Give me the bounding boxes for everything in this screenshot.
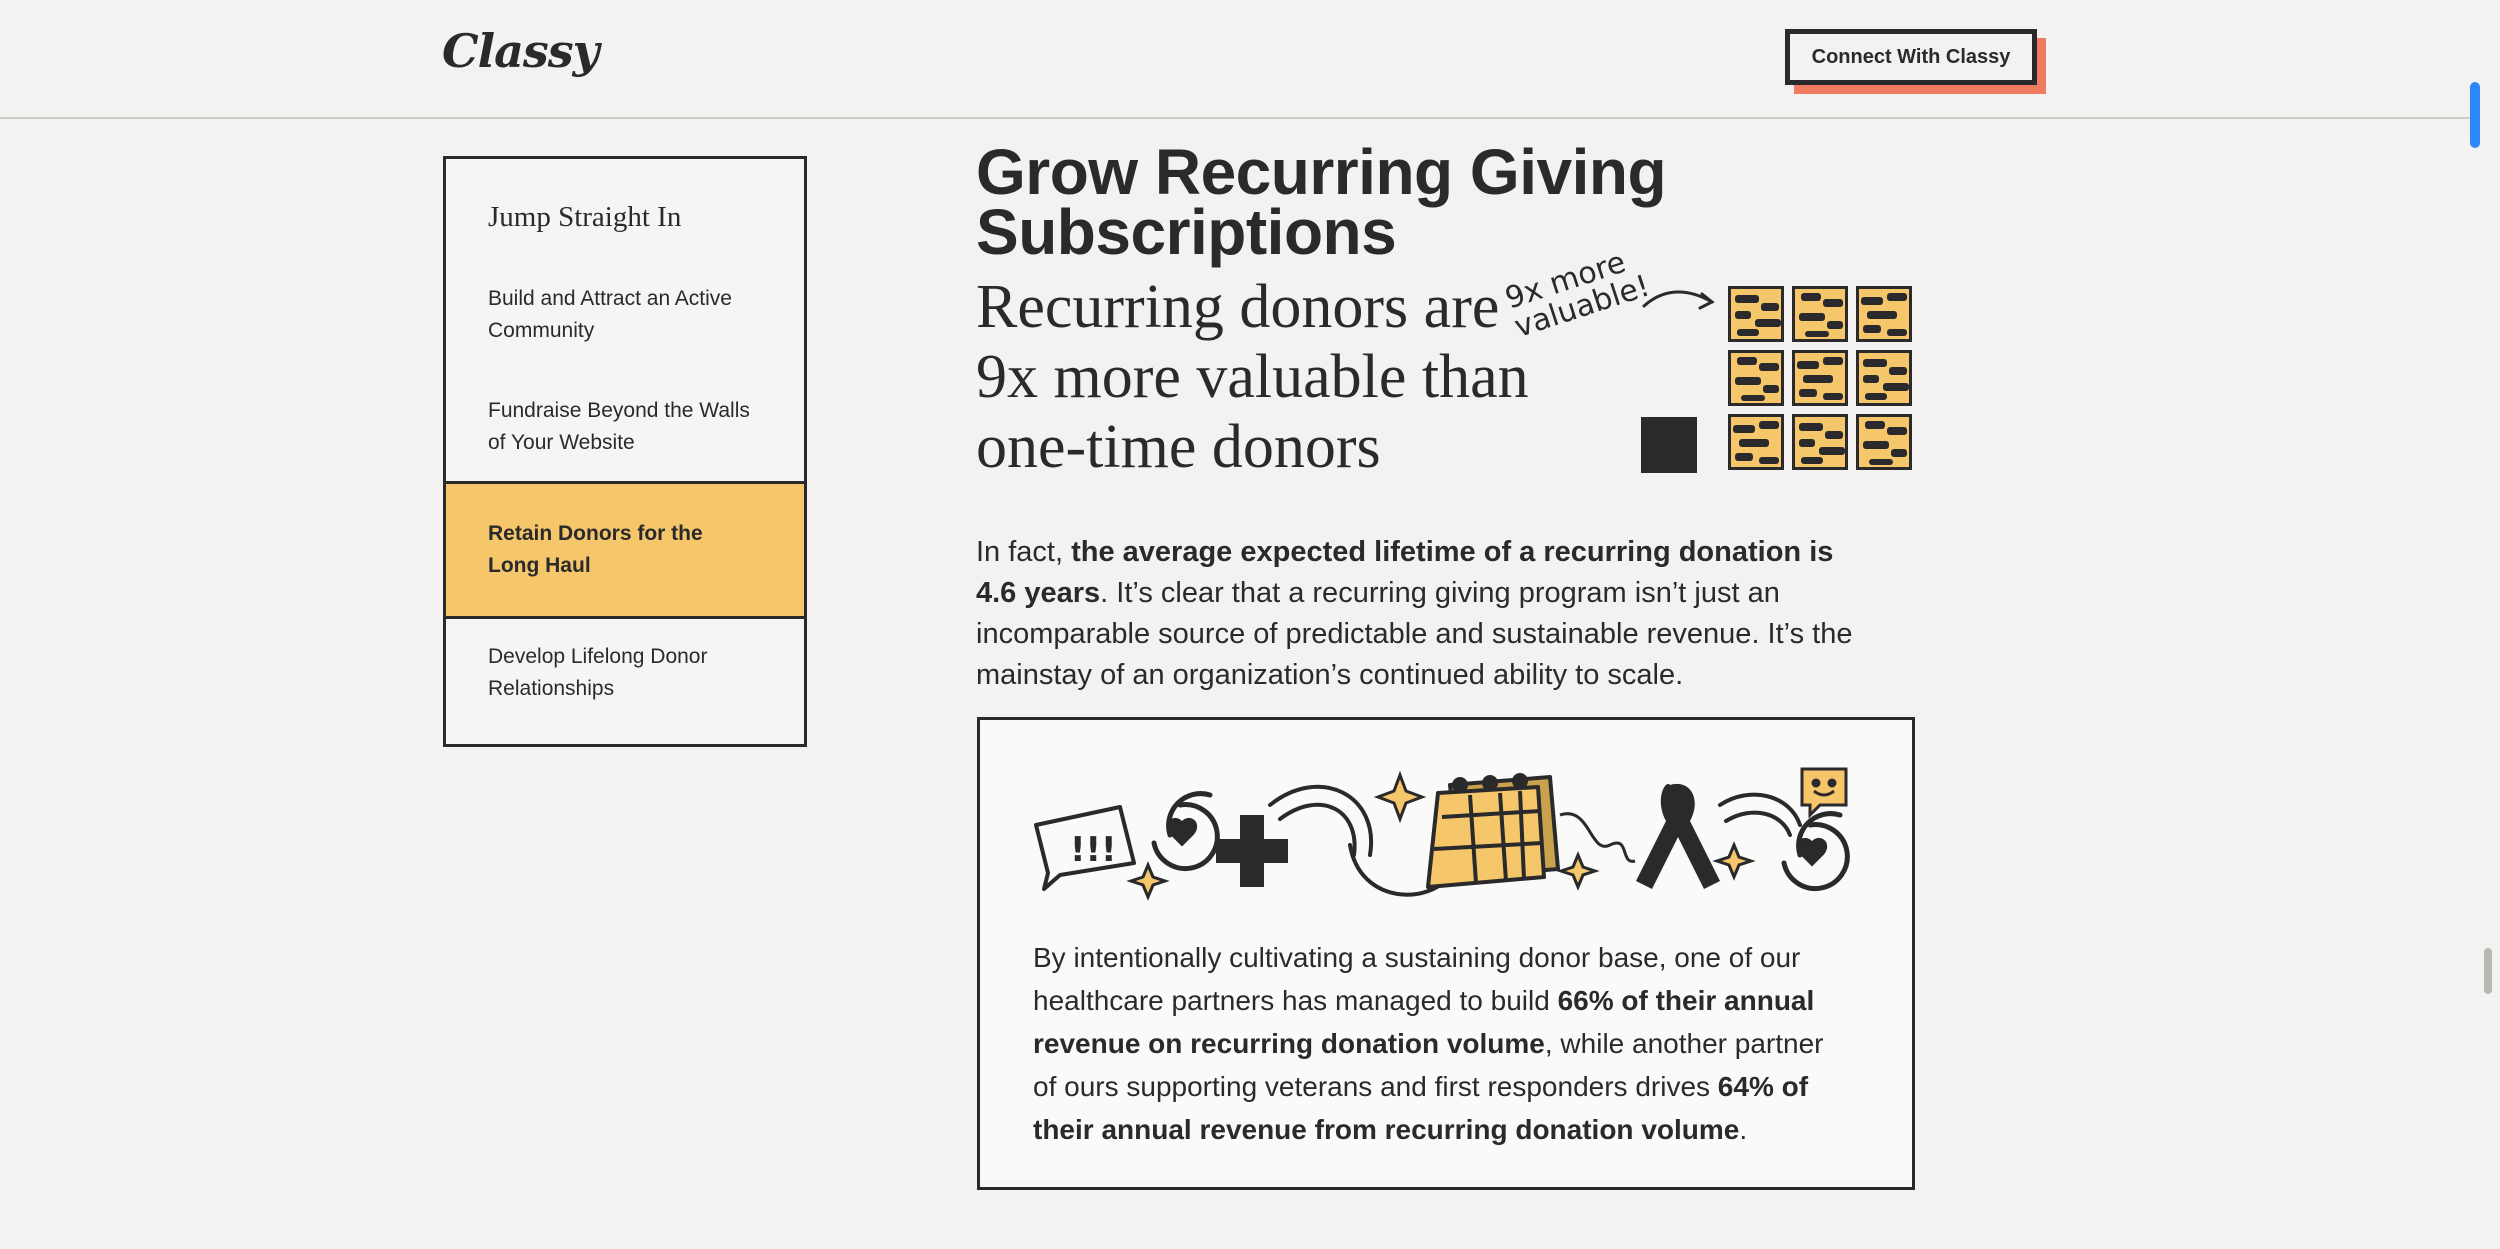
sparkle-icon xyxy=(1131,865,1165,897)
toc-item-label: Build and Attract an Active Community xyxy=(488,287,732,342)
cta-container xyxy=(1785,29,2037,85)
toc-title: Jump Straight In xyxy=(488,201,682,233)
value-tile xyxy=(1856,286,1912,342)
value-tile xyxy=(1728,286,1784,342)
stat-card xyxy=(977,717,1915,1190)
swoosh-lines xyxy=(1270,787,1450,895)
handwritten-annotation: 9x more valuable! xyxy=(1501,244,1655,345)
toc-item-label: Retain Donors for the Long Haul xyxy=(488,522,703,577)
card-highlight: 66% of their annual revenue on recurring donation volume xyxy=(1033,985,1815,1059)
arrow-icon xyxy=(1640,284,1720,324)
value-tile xyxy=(1728,414,1784,470)
value-tile xyxy=(1856,350,1912,406)
sparkle-icon xyxy=(1378,775,1422,819)
heart-cycle-icon xyxy=(1784,814,1847,889)
heart-cycle-icon xyxy=(1154,794,1217,869)
value-grid xyxy=(1728,286,1918,474)
toc-item-build-community[interactable] xyxy=(446,283,804,347)
toc-item-label: Fundraise Beyond the Walls of Your Website xyxy=(488,399,750,454)
toc-item-develop-relationships[interactable] xyxy=(446,641,804,705)
sparkle-icon xyxy=(1717,845,1751,877)
value-tile xyxy=(1856,414,1912,470)
svg-text:!!!: !!! xyxy=(1070,830,1117,870)
scroll-indicator xyxy=(2470,82,2480,148)
value-tile xyxy=(1792,414,1848,470)
value-tile xyxy=(1792,350,1848,406)
speech-bubble-icon xyxy=(1036,807,1134,889)
swoosh-lines xyxy=(1720,795,1800,835)
plus-icon xyxy=(1216,815,1288,887)
one-time-donor-square xyxy=(1641,417,1697,473)
intro-paragraph xyxy=(976,532,1876,696)
card-text: , while another partner of ours supporting veterans and first responders drives xyxy=(1033,1028,1824,1102)
para-lead: In fact, xyxy=(976,536,1072,568)
ribbon-icon xyxy=(1636,784,1720,889)
stat-headline: Recurring donors are 9x more valuable than one-time donors xyxy=(976,273,1529,481)
scrollbar-thumb[interactable] xyxy=(2484,948,2492,994)
section-heading: Grow Recurring Giving Subscriptions xyxy=(976,136,1667,268)
sparkle-icon xyxy=(1561,855,1595,887)
toc-item-label: Develop Lifelong Donor Relationships xyxy=(488,645,708,700)
scrollbar[interactable] xyxy=(2480,0,2500,1249)
para-highlight: the average expected lifetime of a recurring donation is 4.6 years xyxy=(976,536,1834,609)
card-text: By intentionally cultivating a sustaining donor base, one of our healthcare partners has managed to build xyxy=(1033,942,1801,1016)
classy-logo[interactable]: Classy xyxy=(442,24,599,78)
card-highlight: 64% of their annual revenue from recurring donation volume xyxy=(1033,1071,1809,1145)
table-of-contents xyxy=(443,156,807,747)
value-tile xyxy=(1792,286,1848,342)
calendar-icon xyxy=(1428,775,1558,887)
connect-with-classy-button[interactable]: Connect With Classy xyxy=(1785,29,2037,85)
recurring-giving-illustration xyxy=(1030,765,1870,915)
card-text: . xyxy=(1739,1114,1748,1145)
smiley-bubble-icon xyxy=(1802,769,1846,815)
toc-item-fundraise-beyond[interactable] xyxy=(446,395,804,459)
toc-item-retain-donors[interactable] xyxy=(446,481,804,619)
card-body xyxy=(1033,936,1853,1151)
para-rest: . It’s clear that a recurring giving program isn’t just an incomparable source of predictable and sustainable revenue. It’s the mainstay of an organization’s continued ability to scale. xyxy=(976,577,1853,691)
value-tile xyxy=(1728,350,1784,406)
squiggle-line xyxy=(1560,814,1635,862)
site-header xyxy=(0,0,2480,119)
